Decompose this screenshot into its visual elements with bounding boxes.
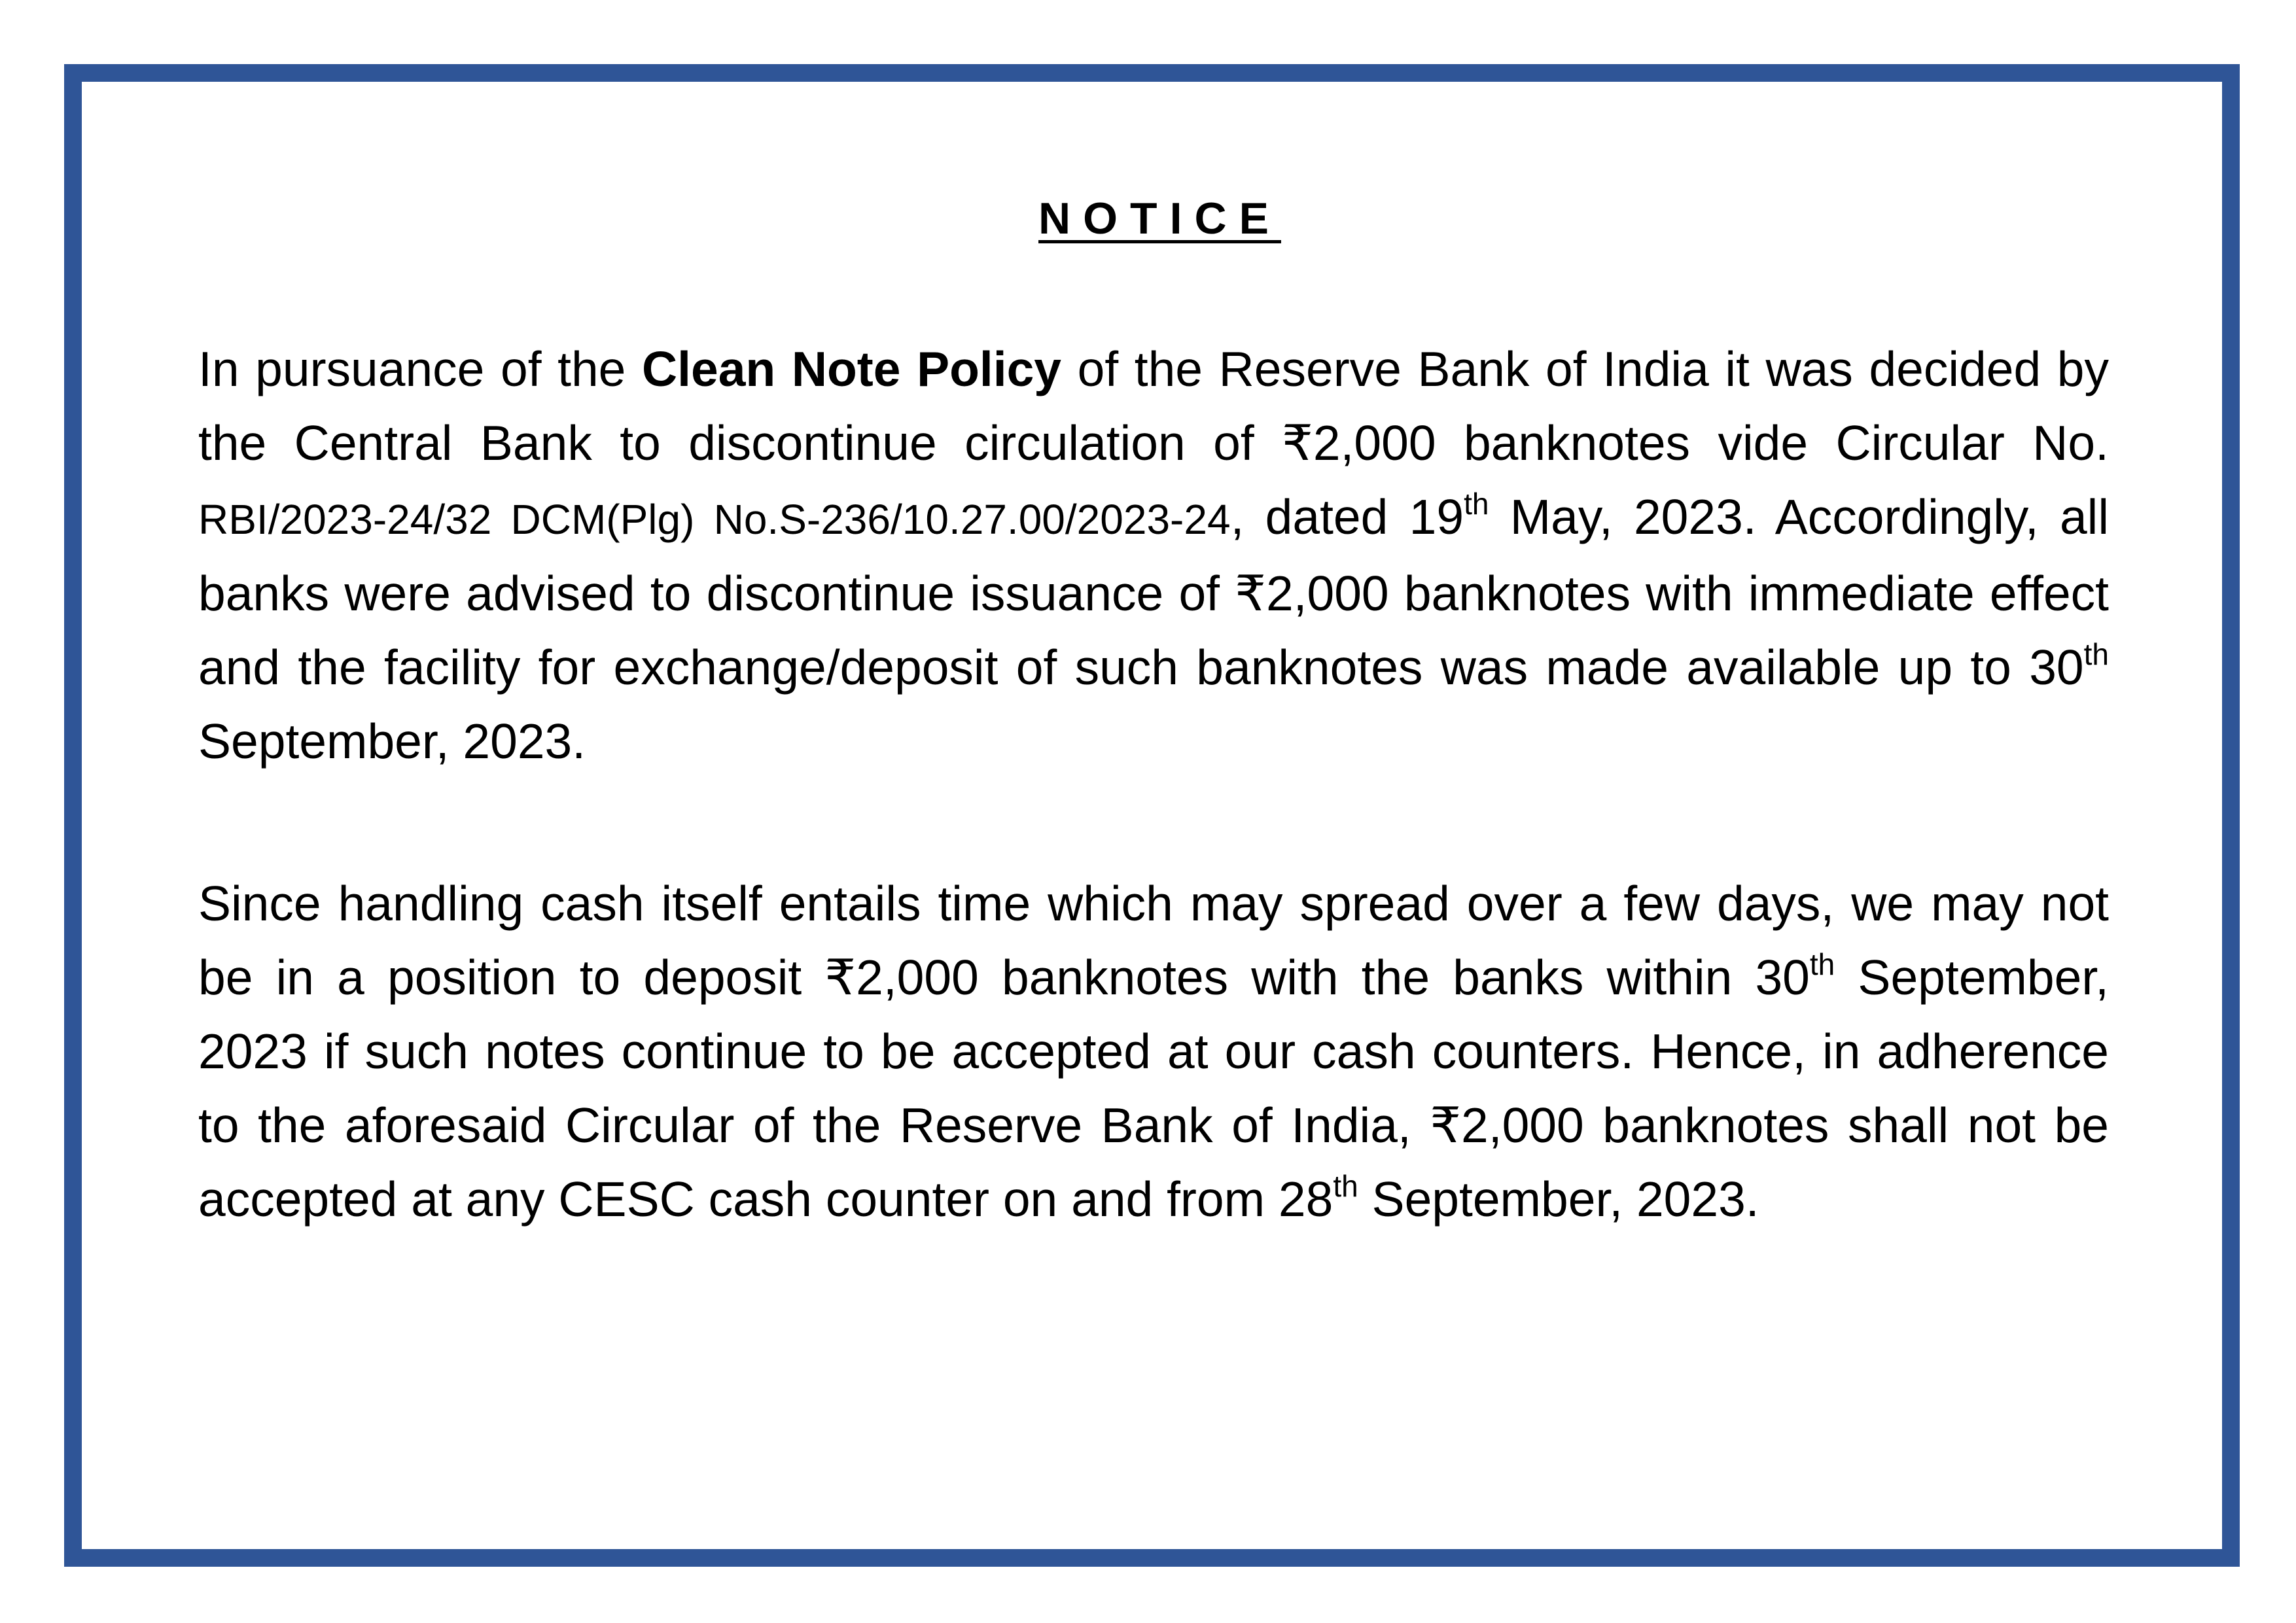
p1-part-c: May, 2023. Accordingly, all banks were advised to discontinue issuance of ₹2,000 banknotes with immediate effect and the facility for exchange/deposit of such banknotes was made available up to 30 [198,489,2110,695]
p1-intro: In pursuance of the [198,341,642,396]
p2-part-a: Since handling cash itself entails time which may spread over a few days, we may not be in a position to deposit ₹2,000 banknotes with the banks within 30 [198,876,2109,1005]
p2-part-b: September, 2023 if such notes continue to be accepted at our cash counters. Hence, in adherence to the aforesaid Circular of the Reserve Bank of India, ₹2,000 banknotes shall not be accepted at any CESC cash counter on and from 28 [198,950,2109,1227]
p2-part-c: September, 2023. [1358,1172,1759,1227]
p1-ordinal-suffix-2: th [2083,637,2109,671]
notice-paragraph-1 [198,332,2109,778]
clean-note-policy-label: Clean Note Policy [641,341,1062,396]
notice-paragraph-2 [198,867,2109,1236]
notice-content [198,196,2109,1236]
p1-part-a: of the Reserve Bank of India it was decided by the Central Bank to discontinue circulation of ₹2,000 banknotes vide Circular No. [198,341,2109,470]
circular-reference: RBI/2023-24/32 DCM(Plg) No.S-236/10.27.00/2023-24 [198,496,1231,543]
p2-ordinal-suffix-2: th [1333,1169,1358,1203]
notice-title-text: NOTICE [1038,194,1281,243]
p1-ordinal-suffix-1: th [1464,487,1489,521]
p2-ordinal-suffix-1: th [1809,947,1835,981]
p1-part-b: , dated 19 [1230,489,1464,544]
p1-part-d: September, 2023. [198,714,586,769]
notice-title [198,196,2109,241]
